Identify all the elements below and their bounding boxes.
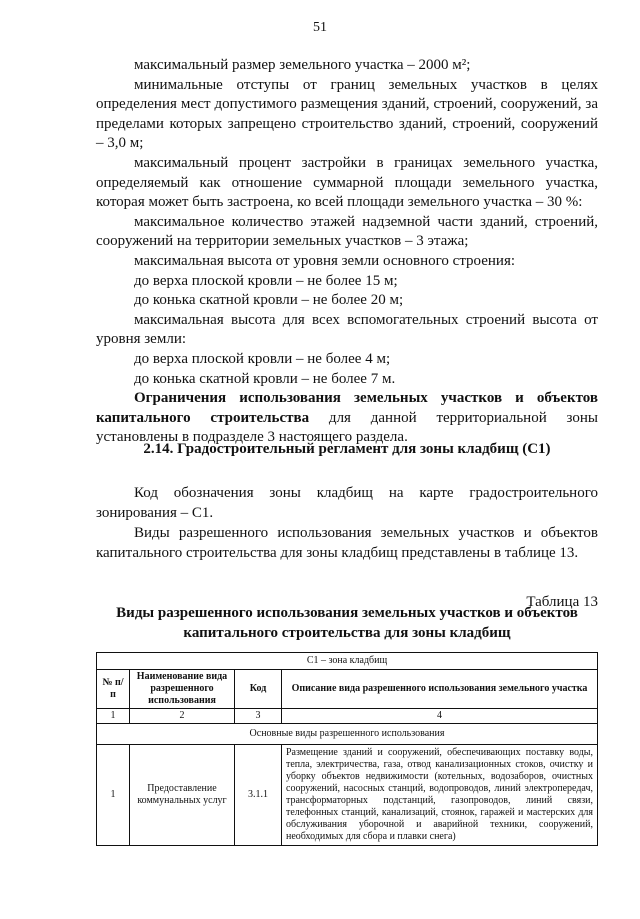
group-title: Основные виды разрешенного использования (97, 724, 598, 745)
restriction-bold: Ограничения использования земельных участков и объектов капитального строительства (96, 390, 598, 426)
restriction-paragraph (96, 389, 598, 448)
column-number: 2 (130, 709, 235, 724)
column-header: Наименование вида разрешенного использования (130, 670, 235, 709)
restriction-rest: для данной территориальной зоны установлены в подразделе 3 настоящего раздела. (96, 409, 598, 446)
paragraph: до верха плоской кровли – не более 4 м; (134, 350, 391, 367)
zones-table (96, 652, 598, 846)
paragraph: до конька скатной кровли – не более 7 м. (134, 370, 396, 387)
paragraph: максимальная высота от уровня земли основного строения: (134, 252, 516, 269)
section-heading: 2.14. Градостроительный регламент для зоны кладбищ (С1) (143, 441, 551, 457)
column-number: 3 (235, 709, 282, 724)
section-body (96, 483, 598, 563)
paragraph: максимальный процент застройки в границах земельного участка, определяемый как отношение суммарной площади земельного участка, которая может быть застроена, ко всей площади земельного участка – 30 %: (96, 154, 598, 211)
zone-header: С1 – зона кладбищ (97, 653, 598, 670)
column-header: № п/п (97, 670, 130, 709)
column-header: Код (235, 670, 282, 709)
table-title: Виды разрешенного использования земельных участков и объектов капитального строительства для зоны кладбищ (116, 605, 578, 641)
column-number: 1 (97, 709, 130, 724)
body-text (96, 56, 598, 448)
column-header: Описание вида разрешенного использования земельного участка (282, 670, 598, 709)
column-number: 4 (282, 709, 598, 724)
page-number: 51 (313, 20, 327, 35)
paragraph: до конька скатной кровли – не более 20 м; (134, 292, 404, 309)
row-number: 1 (97, 745, 130, 846)
row-code: 3.1.1 (235, 745, 282, 846)
paragraph: минимальные отступы от границ земельных участков в целях определения мест допустимого размещения зданий, строений, сооружений, за пределами которых запрещено строительство зданий, строений, сооружений – 3,0 м; (96, 76, 598, 152)
paragraph: максимальная высота для всех вспомогательных строений высота от уровня земли: (96, 311, 598, 348)
paragraph: Виды разрешенного использования земельных участков и объектов капитального строительства для зоны кладбищ представлены в таблице 13. (96, 525, 598, 561)
row-name: Предоставление коммунальных услуг (130, 745, 235, 846)
table-caption: Таблица 13 (526, 594, 598, 610)
row-description: Размещение зданий и сооружений, обеспечивающих поставку воды, тепла, электричества, газа, отвод канализационных стоков, очистку и уборку объектов недвижимости (котельных, водозаборов, очистных сооружений, насосных станций, водопроводов, линий электропередач, трансформаторных подстанций, газопроводов, линий связи, телефонных станций, канализаций, стоянок, гаражей и мастерских для обслуживания уборочной и аварийной техники, сооружений, необходимых для сбора и плавки снега) (282, 745, 598, 846)
table-row (97, 745, 598, 846)
paragraph: максимальное количество этажей надземной части зданий, строений, сооружений на территории земельных участков – 3 этажа; (96, 213, 598, 250)
paragraph: максимальный размер земельного участка – 2000 м²; (134, 57, 471, 73)
paragraph: до верха плоской кровли – не более 15 м; (134, 272, 398, 289)
paragraph: Код обозначения зоны кладбищ на карте градостроительного зонирования – С1. (96, 485, 598, 521)
